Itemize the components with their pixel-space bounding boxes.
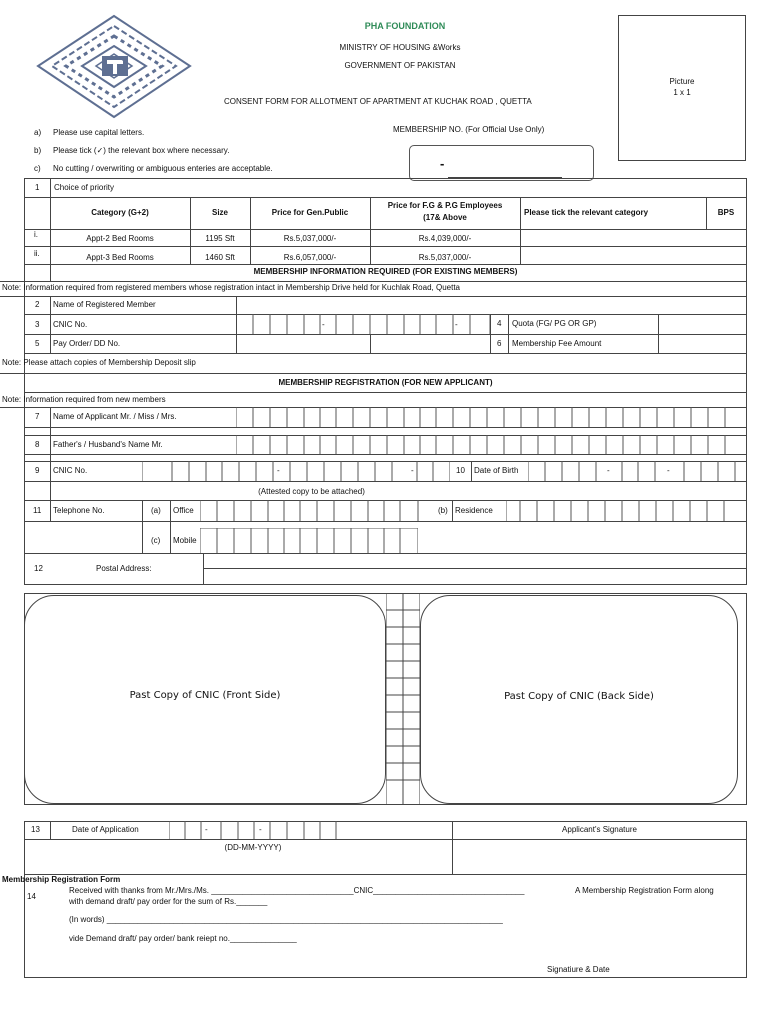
receipt-line-1: Received with thanks from Mr./Mrs./Ms. ________________________________CNIC__________________________________ [69,886,525,895]
receipt-line-2: with demand draft/ pay order for the sum of Rs._______ [69,897,268,906]
f3-dash-1: - [322,320,325,329]
row-2-price-emp: Rs.5,037,000/- [418,253,472,262]
cnic-front-label: Past Copy of CNIC (Front Side) [129,690,281,701]
f12-num: 12 [34,564,43,573]
existing-note: Note: Information required from registered members whose registration intact in Membership Drive held for Kuchlak Road, Quetta [2,283,460,292]
f11-office-label: Office [173,506,194,515]
f10-dash-2: - [667,466,670,475]
f3-dash-2: - [455,320,458,329]
f5-label: Pay Order/ DD No. [53,339,121,348]
f4-input[interactable] [659,315,746,333]
applicant-signature-label: Applicant's Signature [562,825,637,834]
f10-dash-1: - [607,466,610,475]
row-2-category: Appt-3 Bed Rooms [86,253,154,262]
f2-label: Name of Registered Member [53,300,156,309]
f8-name-grid [236,435,746,454]
instruction-marker-c: c) [34,164,41,173]
membership-no-dash: - [440,156,445,171]
new-title: MEMBERSHIP REGFISTRATION (FOR NEW APPLICANT) [278,378,493,387]
header-size: Size [211,208,228,217]
f9-dash-1: - [277,466,280,475]
f10-dob-grid [528,461,746,481]
f13-dash-1: - [205,825,208,834]
f2-num: 2 [35,300,40,309]
row-1-num: i. [34,230,38,239]
f11-c-marker: (c) [151,536,161,545]
receipt-line-4: vide Demand draft/ pay order/ bank reiept no._______________ [69,934,297,943]
f11-a-marker: (a) [151,506,161,515]
row-1-size: 1195 Sft [205,234,235,243]
new-note: Note: Information required from new members [2,395,166,404]
row-1-price-public: Rs.5,037,000/- [283,234,337,243]
f11-b-marker: (b) [438,506,448,515]
row-1-tick-box[interactable] [521,230,746,246]
f5-input[interactable] [237,335,489,352]
mobile-phone-boxes[interactable] [200,528,418,553]
f5-num: 5 [35,339,40,348]
f11-mobile-label: Mobile [173,536,197,545]
f9-dash-2: - [411,466,414,475]
row-1-category: Appt-2 Bed Rooms [86,234,154,243]
header-tick: Please tick the relevant category [524,208,649,217]
instruction-marker-b: b) [34,146,42,155]
f10-num: 10 [456,466,465,475]
f7-name-boxes[interactable] [236,407,746,427]
picture-size: 1 x 1 [673,88,691,97]
header-price-public: Price for Gen.Public [271,208,349,217]
f7-label: Name of Applicant Mr. / Miss / Mrs. [53,412,177,421]
priority-label: Choice of priority [54,183,115,192]
office-phone-boxes[interactable] [200,500,419,521]
cnic-divider-grid [386,593,420,805]
f8-num: 8 [35,440,40,449]
applicant-signature-field[interactable] [453,840,746,874]
f13-dash-2: - [259,825,262,834]
receipt-signature: Signatiure & Date [547,965,610,974]
f9-cnic-boxes[interactable] [142,461,450,481]
attested-note: (Attested copy to be attached) [258,487,365,496]
f9-num: 9 [35,466,40,475]
f4-label: Quota (FG/ PG OR GP) [512,319,597,328]
f3-cnic-grid [236,314,490,334]
f11-label: Telephone No. [53,506,105,515]
f3-label: CNIC No. [53,320,88,329]
header-price-emp-1: Price for F.G & P.G Employees [387,201,503,210]
header-category: Category (G+2) [91,208,149,217]
priority-num: 1 [35,183,40,192]
existing-note2: Note: Please attach copies of Membership Deposit slip [2,358,196,367]
f9-cnic-grid [142,461,450,481]
instruction-a: Please use capital letters. [53,128,145,137]
instruction-b: Please tick (✓) the relevant box where necessary. [53,146,230,155]
government-name: GOVERNMENT OF PAKISTAN [344,61,456,70]
office-phone-grid [200,500,419,521]
f12-label: Postal Address: [96,564,152,573]
ministry-name: MINISTRY OF HOUSING &Works [339,43,461,52]
picture-label: Picture [669,77,695,86]
instruction-c: No cutting / overwriting or ambiguous enteries are acceptable. [53,164,273,173]
instruction-marker-a: a) [34,128,42,137]
application-date-grid [169,821,337,839]
header-price-emp-2: (17& Above [423,213,467,222]
row-1-price-emp: Rs.4,039,000/- [418,234,472,243]
header-bps: BPS [717,208,735,217]
f2-input[interactable] [237,297,746,313]
receipt-line-1-right: A Membership Registration Form along [575,886,714,895]
mobile-phone-grid [200,528,418,553]
membership-no-field[interactable] [409,145,594,181]
f11-num: 11 [33,506,42,515]
f9-label: CNIC No. [53,466,88,475]
f13-num: 13 [31,825,40,834]
f7-name-grid [236,407,746,427]
row-2-num: ii. [34,249,40,258]
f11-residence-label: Residence [455,506,493,515]
f6-label: Membership Fee Amount [512,339,602,348]
f4-num: 4 [497,319,502,328]
pha-logo [34,14,194,119]
receipt-title: Membership Registration Form [2,875,121,884]
f6-input[interactable] [659,335,746,352]
f3-num: 3 [35,320,40,329]
cnic-back-label: Past Copy of CNIC (Back Side) [504,691,654,702]
f7-num: 7 [35,412,40,421]
existing-title: MEMBERSHIP INFORMATION REQUIRED (FOR EXISTING MEMBERS) [253,267,518,276]
row-2-tick-box[interactable] [521,247,746,264]
f6-num: 6 [497,339,502,348]
postal-address-input[interactable] [204,554,746,584]
f8-label: Father's / Husband's Name Mr. [53,440,163,449]
org-name: PHA FOUNDATION [364,21,446,31]
row-2-price-public: Rs.6,057,000/- [283,253,337,262]
receipt-line-3: (In words) _________________________________________________________________________________________ [69,915,503,924]
application-date-boxes[interactable] [169,821,337,839]
row-2-size: 1460 Sft [205,253,235,262]
residence-phone-boxes[interactable] [506,500,746,521]
membership-no-label: MEMBERSHIP NO. (For Official Use Only) [393,125,545,134]
f13-label: Date of Application [72,825,139,834]
f3-cnic-boxes[interactable] [236,314,490,334]
date-format: (DD-MM-YYYY) [224,843,282,852]
f10-dob-boxes[interactable] [528,461,746,481]
form-title: CONSENT FORM FOR ALLOTMENT OF APARTMENT AT KUCHAK ROAD , QUETTA [224,97,532,106]
receipt-num: 14 [27,892,36,901]
f10-label: Date of Birth [474,466,519,475]
f8-name-boxes[interactable] [236,435,746,454]
residence-phone-grid [506,500,746,521]
